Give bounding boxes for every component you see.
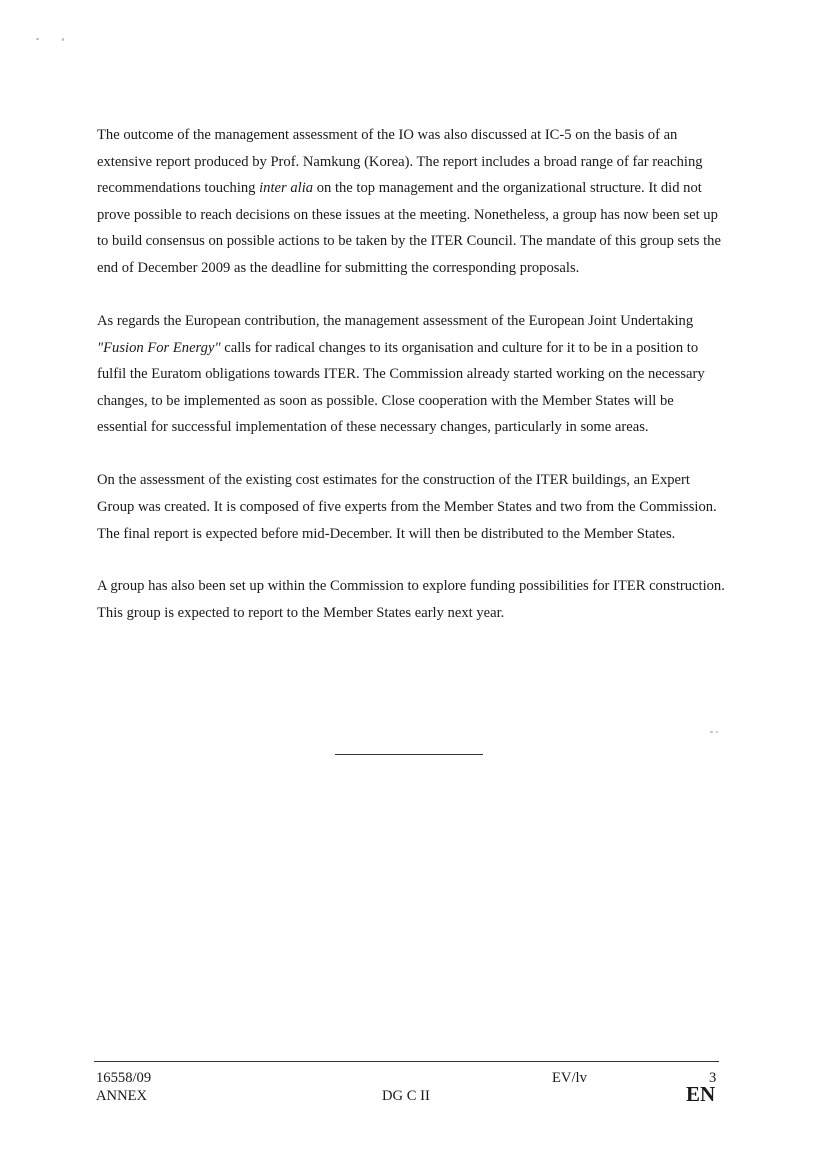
footer-language-code: EN	[686, 1082, 716, 1106]
footer-rule	[94, 1061, 719, 1062]
footer-directorate: DG C II	[382, 1088, 430, 1104]
scan-speck	[62, 38, 64, 41]
emphasis-text: inter alia	[259, 180, 314, 197]
paragraph-text: As regards the European contribution, the management assessment of the European Joint Undertaking	[97, 312, 694, 329]
paragraph-text: The outcome of the management assessment of the IO was also discussed at IC-5 on the basis of an extensive report produced by Prof. Namkung (Korea). The report includes a broad range of far reaching recommendations touching	[97, 127, 703, 197]
footer-page-number: 3	[709, 1070, 717, 1086]
scan-speck	[710, 731, 713, 733]
scan-speck	[36, 38, 39, 40]
section-separator-line	[335, 754, 483, 755]
emphasis-text: "Fusion For Energy"	[97, 339, 221, 356]
paragraph-funding-group: A group has also been set up within the Commission to explore funding possibilities for ITER construction. This group is expected to report to the Member States early next year.	[97, 578, 725, 622]
footer-doc-number: 16558/09	[96, 1070, 152, 1086]
paragraph-text: calls for radical changes to its organisation and culture for it to be in a position to fulfil the Euratom obligations towards ITER. The Commission already started working on the necessary changes, to be implemented as soon as possible. Close cooperation with the Member States will be essential for successful implementation of these necessary changes, particularly in some areas.	[97, 339, 705, 436]
paragraph-european-contribution	[97, 308, 727, 441]
paragraph-cost-estimates: On the assessment of the existing cost estimates for the construction of the ITER buildings, an Expert Group was created. It is composed of five experts from the Member States and two from the Commission. The final report is expected before mid-December. It will then be distributed to the Member States.	[97, 472, 717, 542]
paragraph-text: on the top management and the organizational structure. It did not prove possible to reach decisions on these issues at the meeting. Nonetheless, a group has now been set up to build consensus on possible actions to be taken by the ITER Council. The mandate of this group sets the end of December 2009 as the deadline for submitting the corresponding proposals.	[97, 180, 721, 276]
scan-speck	[716, 731, 718, 733]
footer-annex-label: ANNEX	[96, 1088, 148, 1104]
footer-initials: EV/lv	[552, 1070, 587, 1086]
paragraph-management-assessment	[97, 122, 727, 282]
document-body	[97, 122, 727, 653]
